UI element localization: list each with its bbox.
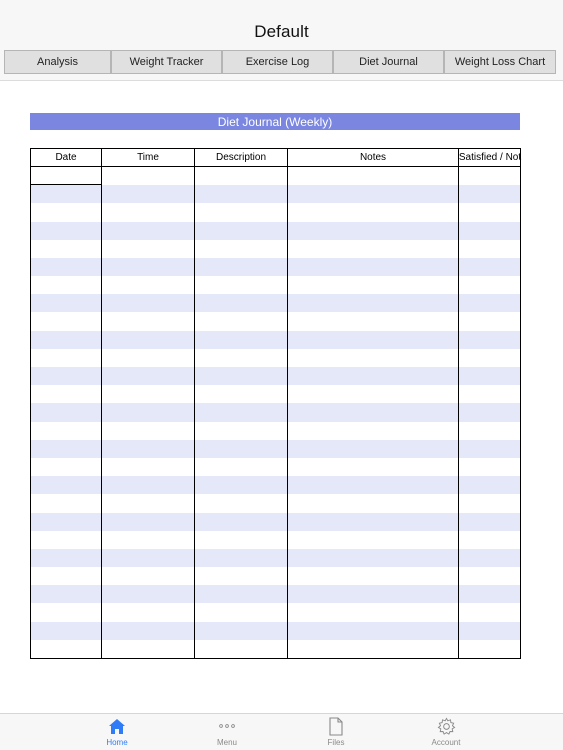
journal-row[interactable] <box>31 603 520 621</box>
journal-row[interactable] <box>31 622 520 640</box>
journal-row[interactable] <box>31 513 520 531</box>
gear-icon <box>436 716 456 736</box>
tab-diet-journal[interactable]: Diet Journal <box>333 50 444 74</box>
page-title: Default <box>254 21 309 41</box>
journal-row[interactable] <box>31 494 520 512</box>
bottom-tab-files[interactable] <box>296 716 376 750</box>
journal-row[interactable] <box>31 640 520 658</box>
column-header-date: Date <box>55 152 77 163</box>
header-divider <box>31 166 520 167</box>
column-header-time: Time <box>137 152 159 163</box>
journal-row[interactable] <box>31 222 520 240</box>
bottom-tab-label: Home <box>106 738 128 747</box>
journal-row[interactable] <box>31 185 520 203</box>
column-divider <box>458 149 459 658</box>
file-icon <box>326 716 346 736</box>
journal-row[interactable] <box>31 549 520 567</box>
diet-journal-table <box>30 148 521 659</box>
journal-title-banner: Diet Journal (Weekly) <box>30 113 520 130</box>
date-cell-divider <box>31 184 101 185</box>
journal-row[interactable] <box>31 294 520 312</box>
bottom-tab-label: Files <box>327 738 345 747</box>
column-header-description: Description <box>215 152 267 163</box>
journal-row[interactable] <box>31 203 520 221</box>
journal-row[interactable] <box>31 258 520 276</box>
column-header-satisfied: Satisfied / Not <box>458 152 522 163</box>
bottom-tab-home[interactable] <box>77 716 157 750</box>
journal-row[interactable] <box>31 458 520 476</box>
bottom-tab-bar <box>0 713 563 750</box>
bottom-tab-menu[interactable] <box>187 716 267 750</box>
journal-row[interactable] <box>31 312 520 330</box>
tab-analysis[interactable]: Analysis <box>4 50 111 74</box>
journal-row[interactable] <box>31 385 520 403</box>
journal-row[interactable] <box>31 240 520 258</box>
journal-row[interactable] <box>31 403 520 421</box>
journal-row[interactable] <box>31 585 520 603</box>
column-header-notes: Notes <box>359 152 387 163</box>
journal-row[interactable] <box>31 331 520 349</box>
journal-row[interactable] <box>31 531 520 549</box>
column-divider <box>194 149 195 658</box>
journal-row[interactable] <box>31 276 520 294</box>
journal-row[interactable] <box>31 367 520 385</box>
journal-row[interactable] <box>31 476 520 494</box>
sheet-tab-strip <box>0 47 563 81</box>
journal-row[interactable] <box>31 422 520 440</box>
home-icon <box>107 716 127 736</box>
bottom-tab-label: Menu <box>216 738 237 747</box>
journal-row[interactable] <box>31 167 520 185</box>
journal-row[interactable] <box>31 349 520 367</box>
journal-row[interactable] <box>31 567 520 585</box>
journal-row[interactable] <box>31 440 520 458</box>
column-divider <box>287 149 288 658</box>
tab-exercise-log[interactable]: Exercise Log <box>222 50 333 74</box>
bottom-tab-account[interactable] <box>406 716 486 750</box>
bottom-tab-label: Account <box>431 738 461 747</box>
column-divider <box>101 149 102 658</box>
more-dots-icon <box>217 716 237 736</box>
tab-weight-loss-chart[interactable]: Weight Loss Chart <box>444 50 556 74</box>
navigation-bar <box>0 0 563 47</box>
tab-weight-tracker[interactable]: Weight Tracker <box>111 50 222 74</box>
